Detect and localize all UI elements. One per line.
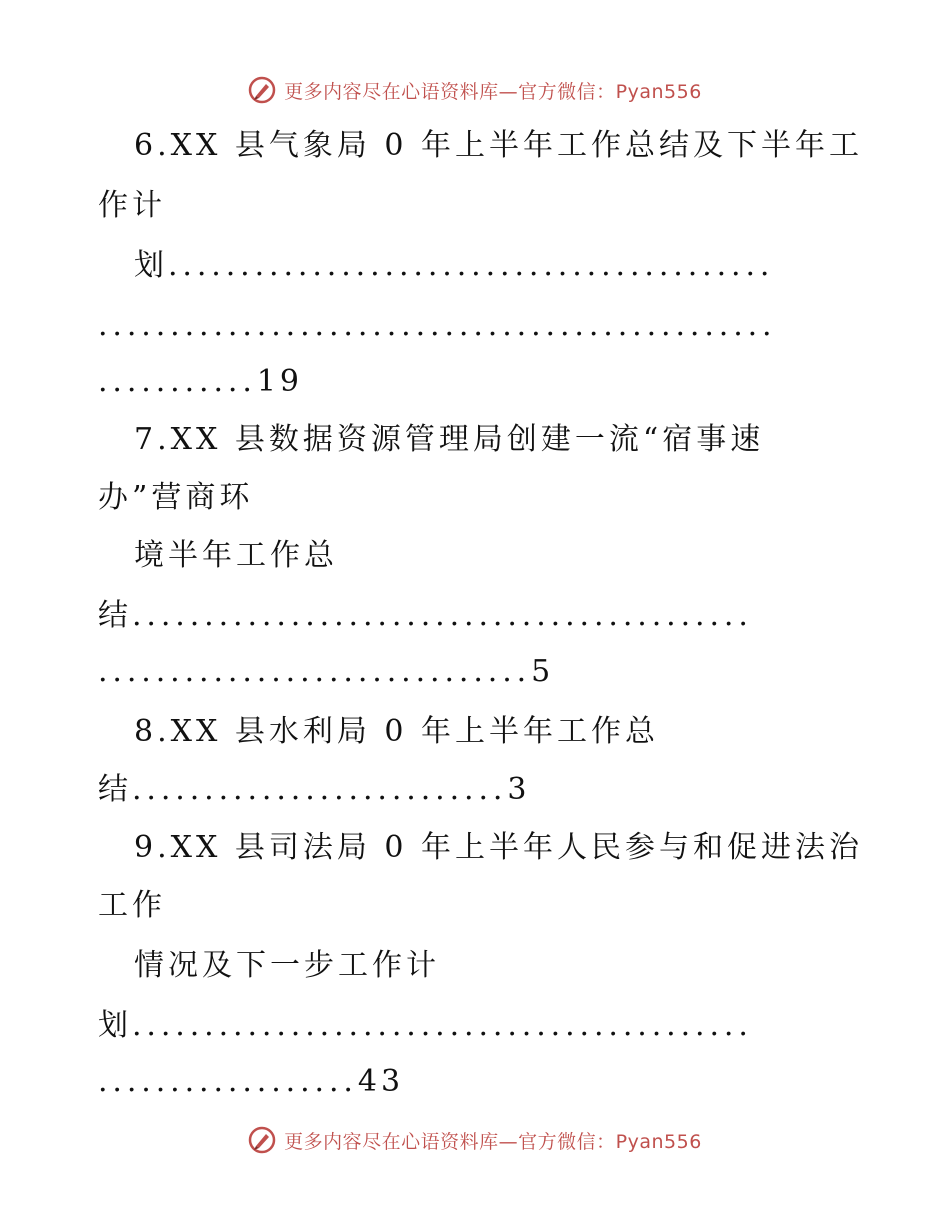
toc-entry-7-leader-dots: ........................................... xyxy=(132,598,753,633)
toc-entry-9-title-line4 xyxy=(98,1006,753,1046)
pen-logo-icon xyxy=(248,1126,276,1154)
toc-entry-6-title-end: 划 xyxy=(134,248,168,283)
watermark-text: 更多内容尽在心语资料库—官方微信：Pyan556 xyxy=(284,80,702,103)
toc-entry-7-last-line xyxy=(98,652,554,692)
footer-watermark xyxy=(0,1120,950,1160)
toc-entry-6-last-line xyxy=(98,362,303,402)
toc-entry-6-page-number: 19 xyxy=(256,364,303,399)
toc-entry-9-leader-dots: ........................................... xyxy=(132,1008,753,1043)
toc-entry-8-leader-dots: .......................... xyxy=(132,772,508,807)
toc-entry-8-last-line xyxy=(98,770,530,810)
toc-entry-7-leader-dots-2: .............................. xyxy=(98,654,532,689)
header-watermark xyxy=(0,70,950,110)
toc-entry-9-title-line2: 工作 xyxy=(98,888,166,923)
toc-entry-7-title-line1: 7.XX 县数据资源管理局创建一流“宿事速 xyxy=(134,422,765,457)
toc-entry-7-title-line3: 境半年工作总 xyxy=(134,538,338,573)
toc-entry-8-title-line1: 8.XX 县水利局 0 年上半年工作总 xyxy=(134,714,660,749)
toc-entry-6-leader-dots: .......................................... xyxy=(168,248,775,283)
toc-entry-8-title-end: 结 xyxy=(98,772,132,807)
toc-entry-9-title-line3: 情况及下一步工作计 xyxy=(134,948,440,983)
toc-entry-9-title-line1: 9.XX 县司法局 0 年上半年人民参与和促进法治 xyxy=(134,830,864,865)
toc-entry-6-title-line2: 作计 xyxy=(98,188,166,223)
toc-entry-6-title-line1: 6.XX 县气象局 0 年上半年工作总结及下半年工 xyxy=(134,128,864,163)
toc-entry-7-title-line2: 办”营商环 xyxy=(98,480,254,515)
toc-entry-6-leader-dots-3: ........... xyxy=(98,364,257,399)
toc-entry-6-leader-dots-2: ............................................... xyxy=(98,308,777,343)
toc-entry-6-title-line3 xyxy=(134,246,774,286)
toc-entry-8-page-number: 3 xyxy=(507,772,531,807)
pen-logo-icon xyxy=(248,76,276,104)
toc-entry-9-last-line xyxy=(98,1062,404,1102)
toc-entry-9-page-number: 43 xyxy=(357,1064,405,1099)
watermark-text: 更多内容尽在心语资料库—官方微信：Pyan556 xyxy=(284,1130,702,1153)
toc-entry-7-page-number: 5 xyxy=(531,654,555,689)
toc-entry-9-title-end: 划 xyxy=(98,1008,132,1043)
toc-entry-9-leader-dots-2: .................. xyxy=(98,1064,358,1099)
toc-entry-7-title-end: 结 xyxy=(98,598,132,633)
toc-entry-7-title-line4 xyxy=(98,596,753,636)
